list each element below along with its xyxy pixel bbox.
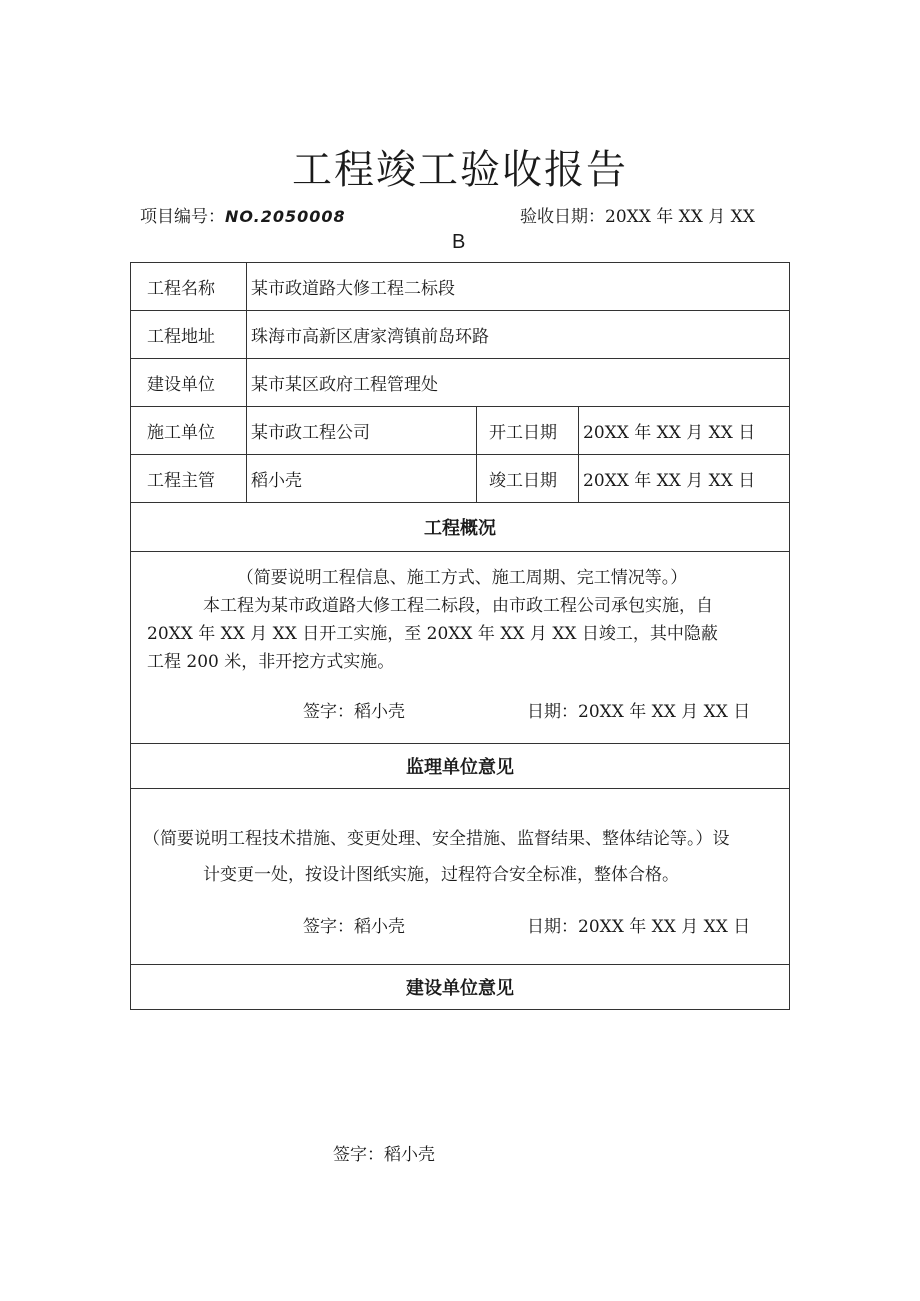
report-title: 工程竣工验收报告 [292,147,628,193]
acceptance-date-suffix: B [452,231,466,253]
contractor-value: 某市政工程公司 [247,407,477,454]
acceptance-date-value: 20XX 年 XX 月 XX [605,207,755,227]
overview-body [131,552,789,744]
builder-value: 某市某区政府工程管理处 [251,375,438,395]
start-date-value: 20XX 年 XX 月 XX 日 [583,423,756,443]
row-manager [131,455,789,503]
manager-value: 稻小壳 [247,455,477,502]
builder-opinion-heading-row [131,965,789,1009]
acceptance-date [520,203,755,231]
overview-heading: 工程概况 [424,518,496,539]
supervision-heading-row [131,744,789,789]
overview-hint: （简要说明工程信息、施工方式、施工周期、完工情况等。） [236,568,688,588]
builder-label: 建设单位 [131,359,247,406]
project-name-value: 某市政道路大修工程二标段 [251,279,455,299]
row-project-name [131,263,789,311]
overview-signature: 签字：稻小壳 [303,702,405,722]
start-date-label: 开工日期 [477,407,579,454]
supervision-line-2: 计变更一处，按设计图纸实施，过程符合安全标准，整体合格。 [203,865,679,885]
builder-opinion-heading: 建设单位意见 [406,978,514,999]
overview-line-2: 20XX 年 XX 月 XX 日开工实施，至 20XX 年 XX 月 XX 日竣工，其中隐蔽 [147,624,718,644]
supervision-date: 日期：20XX 年 XX 月 XX 日 [527,917,751,937]
contractor-label: 施工单位 [131,407,247,454]
manager-label: 工程主管 [131,455,247,502]
supervision-heading: 监理单位意见 [406,757,514,778]
project-number [140,203,346,231]
overview-date: 日期：20XX 年 XX 月 XX 日 [527,702,751,722]
project-name-label: 工程名称 [131,263,247,310]
project-number-value: NO.2050008 [225,207,346,226]
row-project-address [131,311,789,359]
builder-opinion-signature: 签字：稻小壳 [333,1145,435,1165]
overview-heading-row [131,503,789,552]
supervision-signature: 签字：稻小壳 [303,917,405,937]
project-address-value: 珠海市高新区唐家湾镇前岛环路 [251,327,489,347]
overview-line-3: 工程 200 米，非开挖方式实施。 [147,652,395,672]
project-number-label: 项目编号： [140,207,225,227]
overview-line-1: 本工程为某市政道路大修工程二标段，由市政工程公司承包实施，自 [203,596,713,616]
finish-date-value: 20XX 年 XX 月 XX 日 [583,471,756,491]
row-builder [131,359,789,407]
supervision-line-1: （简要说明工程技术措施、变更处理、安全措施、监督结果、整体结论等。）设 [143,829,730,849]
project-address-label: 工程地址 [131,311,247,358]
supervision-body [131,789,789,965]
report-table [130,262,790,1010]
finish-date-label: 竣工日期 [477,455,579,502]
acceptance-date-label: 验收日期： [520,207,605,227]
row-contractor [131,407,789,455]
